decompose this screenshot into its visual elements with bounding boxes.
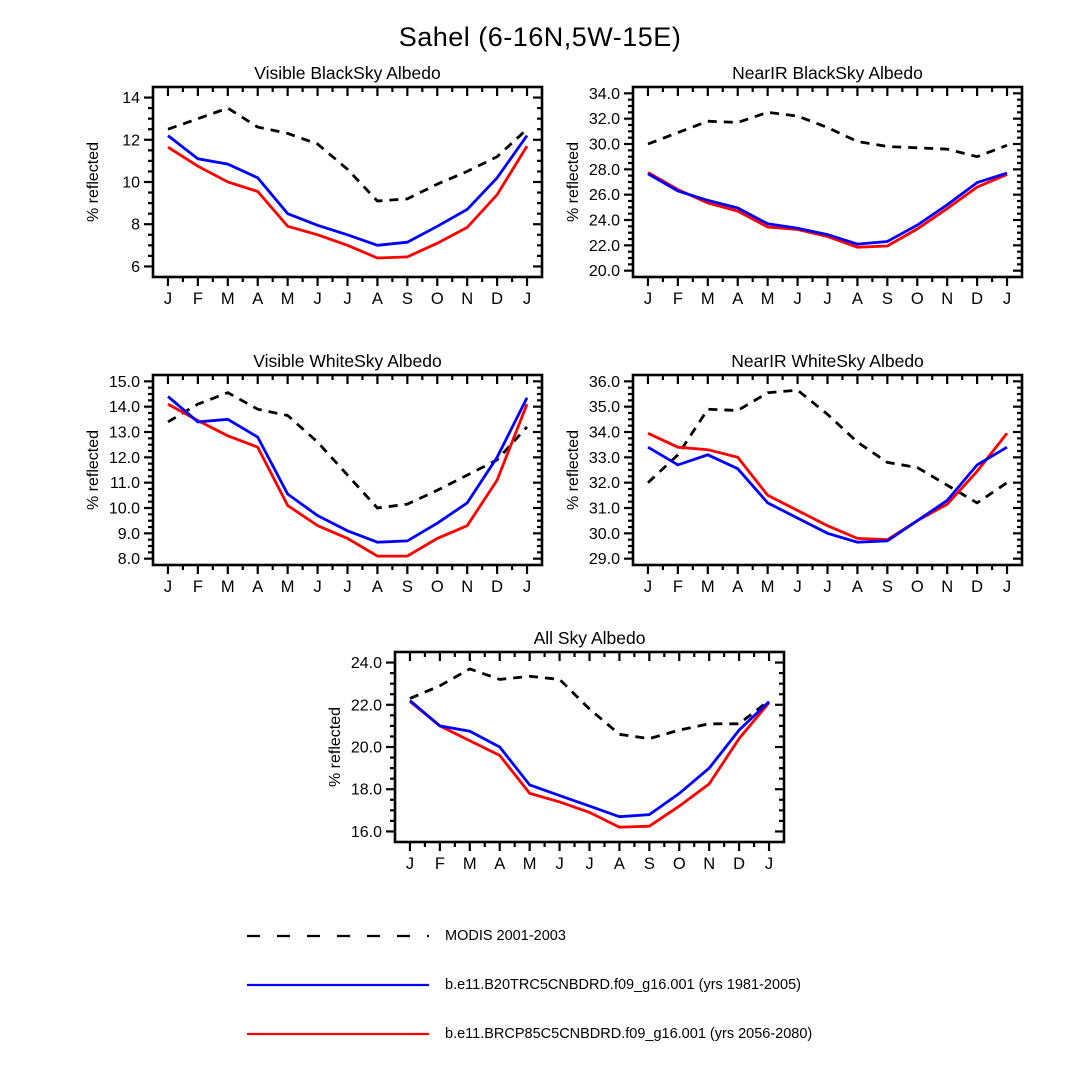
x-tick-label: J [163,290,173,308]
brcp85-line [410,702,769,828]
x-tick-label: M [280,290,295,308]
y-tick-label: 32.0 [588,111,620,129]
brcp85-line-sample [247,1029,429,1039]
x-tick-label: J [643,578,653,596]
x-tick-label: O [430,290,444,308]
x-tick-label: M [220,578,235,596]
x-tick-label: J [793,290,802,308]
y-tick-label: 34.0 [588,85,620,103]
x-tick-label: N [461,578,474,596]
x-tick-label: J [585,855,594,873]
y-tick-label: 8.0 [117,551,140,569]
x-tick-label: N [461,290,474,308]
axes-box [153,375,542,565]
x-tick-label: A [252,578,264,596]
modis-line [648,112,1007,156]
y-axis-label: % reflected [327,706,344,788]
axes-box [633,87,1022,277]
x-tick-label: F [672,578,683,596]
b20trc-line [168,397,527,543]
x-tick-label: A [613,855,625,873]
y-tick-label: 20.0 [350,739,382,757]
x-tick-label: A [371,290,383,308]
b20trc-line [410,701,769,817]
x-tick-label: J [793,578,802,596]
panel-title: Visible WhiteSky Albedo [253,351,442,371]
y-tick-label: 12 [122,132,140,150]
y-axis-label: % reflected [85,141,102,223]
x-tick-label: J [313,578,322,596]
x-tick-label: A [371,578,383,596]
y-tick-label: 10.0 [108,500,140,518]
x-tick-label: F [434,855,445,873]
legend-label-b20trc: b.e11.B20TRC5CNBDRD.f09_g16.001 (yrs 1981-2005) [445,976,801,993]
y-tick-label: 24.0 [350,655,382,673]
chart-nearir-whitesky-albedo [555,350,1025,608]
x-tick-label: N [941,578,954,596]
y-tick-label: 26.0 [588,187,620,205]
x-tick-label: J [1002,578,1012,596]
y-tick-label: 14.0 [108,399,140,417]
x-tick-label: J [405,855,415,873]
panel-title: All Sky Albedo [533,628,646,648]
x-tick-label: J [823,290,832,308]
x-tick-label: J [1002,290,1012,308]
x-tick-label: O [910,290,924,308]
y-tick-label: 8 [131,216,140,234]
x-tick-label: O [672,855,686,873]
panel-title: Visible BlackSky Albedo [254,63,441,83]
y-axis-label: % reflected [565,141,582,223]
x-tick-label: A [252,290,264,308]
x-tick-label: S [401,578,413,596]
panel-title: NearIR BlackSky Albedo [732,63,923,83]
x-tick-label: J [522,578,532,596]
y-tick-label: 32.0 [588,475,620,493]
modis-line [410,669,769,739]
x-tick-label: S [881,578,893,596]
y-tick-label: 15.0 [108,373,140,391]
b20trc-line [168,136,527,246]
x-tick-label: D [733,855,746,873]
b20trc-line [648,447,1007,542]
chart-visible-whitesky-albedo [75,350,545,608]
y-tick-label: 13.0 [108,424,140,442]
x-tick-label: S [401,290,413,308]
x-tick-label: J [823,578,832,596]
x-tick-label: D [491,290,504,308]
y-tick-label: 20.0 [588,263,620,281]
modis-line-sample [247,931,429,941]
b20trc-line-sample [247,980,429,990]
y-tick-label: 12.0 [108,449,140,467]
legend-label-brcp85: b.e11.BRCP85C5CNBDRD.f09_g16.001 (yrs 2056-2080) [445,1025,813,1042]
y-tick-label: 34.0 [588,424,620,442]
y-tick-label: 22.0 [350,697,382,715]
y-tick-label: 24.0 [588,212,620,230]
x-tick-label: A [851,290,863,308]
modis-line [648,390,1007,503]
x-tick-label: J [343,578,352,596]
x-tick-label: M [522,855,537,873]
x-tick-label: J [764,855,774,873]
modis-line [168,393,527,508]
x-tick-label: M [760,290,775,308]
x-tick-label: S [643,855,655,873]
x-tick-label: F [192,578,203,596]
x-tick-label: J [313,290,322,308]
x-tick-label: M [700,578,715,596]
x-tick-label: S [881,290,893,308]
x-tick-label: A [732,578,744,596]
x-tick-label: A [494,855,506,873]
brcp85-line [648,433,1007,539]
axes-box [153,87,542,277]
y-tick-label: 10 [122,174,140,192]
y-tick-label: 6 [131,258,140,276]
x-tick-label: M [462,855,477,873]
x-tick-label: F [672,290,683,308]
axes-box [633,375,1022,565]
x-tick-label: O [910,578,924,596]
chart-visible-blacksky-albedo [75,62,545,320]
x-tick-label: J [163,578,173,596]
x-tick-label: O [430,578,444,596]
y-axis-label: % reflected [85,429,102,511]
x-tick-label: D [971,290,984,308]
x-tick-label: M [280,578,295,596]
x-tick-label: N [941,290,954,308]
x-tick-label: M [700,290,715,308]
modis-line [168,108,527,201]
legend-item-b20trc [247,977,947,992]
legend-item-brcp85 [247,1026,947,1041]
b20trc-line [648,173,1007,244]
y-tick-label: 31.0 [588,500,620,518]
y-tick-label: 33.0 [588,449,620,467]
y-tick-label: 30.0 [588,136,620,154]
brcp85-line [168,404,527,556]
y-tick-label: 14 [122,90,140,108]
x-tick-label: J [522,290,532,308]
y-tick-label: 16.0 [350,823,382,841]
chart-nearir-blacksky-albedo [555,62,1025,320]
x-tick-label: J [555,855,564,873]
y-tick-label: 35.0 [588,399,620,417]
y-tick-label: 29.0 [588,551,620,569]
legend [247,928,947,1075]
y-tick-label: 36.0 [588,373,620,391]
x-tick-label: M [760,578,775,596]
x-tick-label: A [732,290,744,308]
x-tick-label: J [643,290,653,308]
y-tick-label: 22.0 [588,237,620,255]
x-tick-label: D [491,578,504,596]
x-tick-label: A [851,578,863,596]
x-tick-label: D [971,578,984,596]
x-tick-label: J [343,290,352,308]
figure-title: Sahel (6-16N,5W-15E) [398,22,682,52]
y-tick-label: 28.0 [588,161,620,179]
x-tick-label: M [220,290,235,308]
chart-allsky-albedo [317,627,787,885]
panel-title: NearIR WhiteSky Albedo [731,351,924,371]
x-tick-label: N [703,855,716,873]
legend-label-modis: MODIS 2001-2003 [445,927,566,944]
x-tick-label: F [192,290,203,308]
y-tick-label: 9.0 [117,525,140,543]
y-tick-label: 30.0 [588,525,620,543]
y-tick-label: 18.0 [350,781,382,799]
y-tick-label: 11.0 [110,475,140,493]
legend-item-modis [247,928,947,943]
y-axis-label: % reflected [565,429,582,511]
